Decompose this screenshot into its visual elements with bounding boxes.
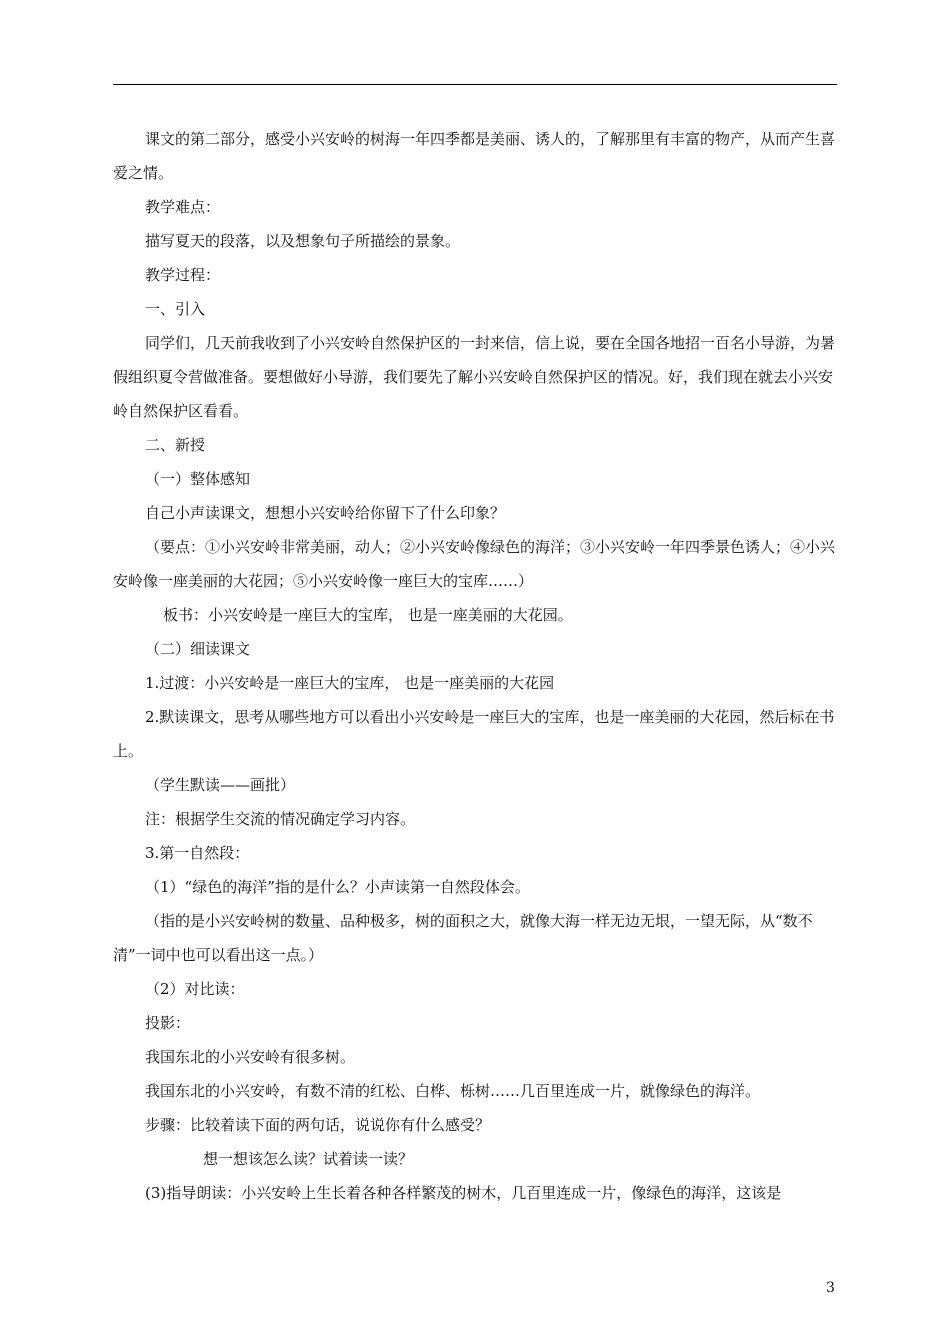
section-intro: 一、引入 xyxy=(145,300,206,318)
paragraph: （学生默读——画批） xyxy=(145,776,296,794)
subsection-detail: （二）细读课文 xyxy=(145,640,251,658)
paragraph: 课文的第二部分，感受小兴安岭的树海一年四季都是美丽、诱人的，了解那里有丰富的物产，从而产生喜爱之情。 xyxy=(113,130,836,182)
paragraph: 想一想该怎么读？试着读一读？ xyxy=(203,1150,414,1168)
list-item: 1.过渡：小兴安岭是一座巨大的宝库， 也是一座美丽的大花园 xyxy=(145,674,555,692)
blackboard-note: 板书：小兴安岭是一座巨大的宝库， 也是一座美丽的大花园。 xyxy=(163,606,573,624)
paragraph: 步骤：比较着读下面的两句话，说说你有什么感受？ xyxy=(145,1116,491,1134)
list-item: (3)指导朗读：小兴安岭上生长着各种各样繁茂的树木，几百里连成一片，像绿色的海洋，这该是 xyxy=(145,1184,782,1202)
heading-difficulty: 教学难点： xyxy=(145,198,221,216)
paragraph: 我国东北的小兴安岭，有数不清的红松、白桦、栎树……几百里连成一片，就像绿色的海洋。 xyxy=(145,1082,761,1100)
page-number: 3 xyxy=(826,1280,835,1296)
document-body xyxy=(113,122,837,1210)
list-item: （1）“绿色的海洋”指的是什么？小声读第一自然段体会。 xyxy=(145,878,530,896)
section-new: 二、新授 xyxy=(145,436,206,454)
paragraph: （指的是小兴安岭树的数量、品种极多，树的面积之大，就像大海一样无边无垠，一望无际，从“数不清”一词中也可以看出这一点。） xyxy=(113,912,813,964)
paragraph: 同学们，几天前我收到了小兴安岭自然保护区的一封来信，信上说，要在全国各地招一百名小导游，为暑假组织夏令营做准备。要想做好小导游，我们要先了解小兴安岭自然保护区的情况。好，我们现在就去小兴安岭自然保护区看看。 xyxy=(113,334,836,420)
header-rule xyxy=(113,84,837,85)
paragraph: 我国东北的小兴安岭有很多树。 xyxy=(145,1048,356,1066)
paragraph: 描写夏天的段落，以及想象句子所描绘的景象。 xyxy=(145,232,461,250)
subsection-overall: （一）整体感知 xyxy=(145,470,251,488)
paragraph: 自己小声读课文，想想小兴安岭给你留下了什么印象？ xyxy=(145,504,506,522)
list-item: 2.默读课文，思考从哪些地方可以看出小兴安岭是一座巨大的宝库，也是一座美丽的大花园，然后标在书上。 xyxy=(113,708,835,760)
paragraph: 投影： xyxy=(145,1014,191,1032)
list-item: （2）对比读： xyxy=(145,980,245,998)
heading-process: 教学过程： xyxy=(145,266,221,284)
note: 注：根据学生交流的情况确定学习内容。 xyxy=(145,810,416,828)
paragraph-key-points: （要点：①小兴安岭非常美丽，动人；②小兴安岭像绿色的海洋；③小兴安岭一年四季景色诱人；④小兴安岭像一座美丽的大花园；⑤小兴安岭像一座巨大的宝库……） xyxy=(113,538,836,590)
list-item: 3.第一自然段： xyxy=(145,844,250,862)
